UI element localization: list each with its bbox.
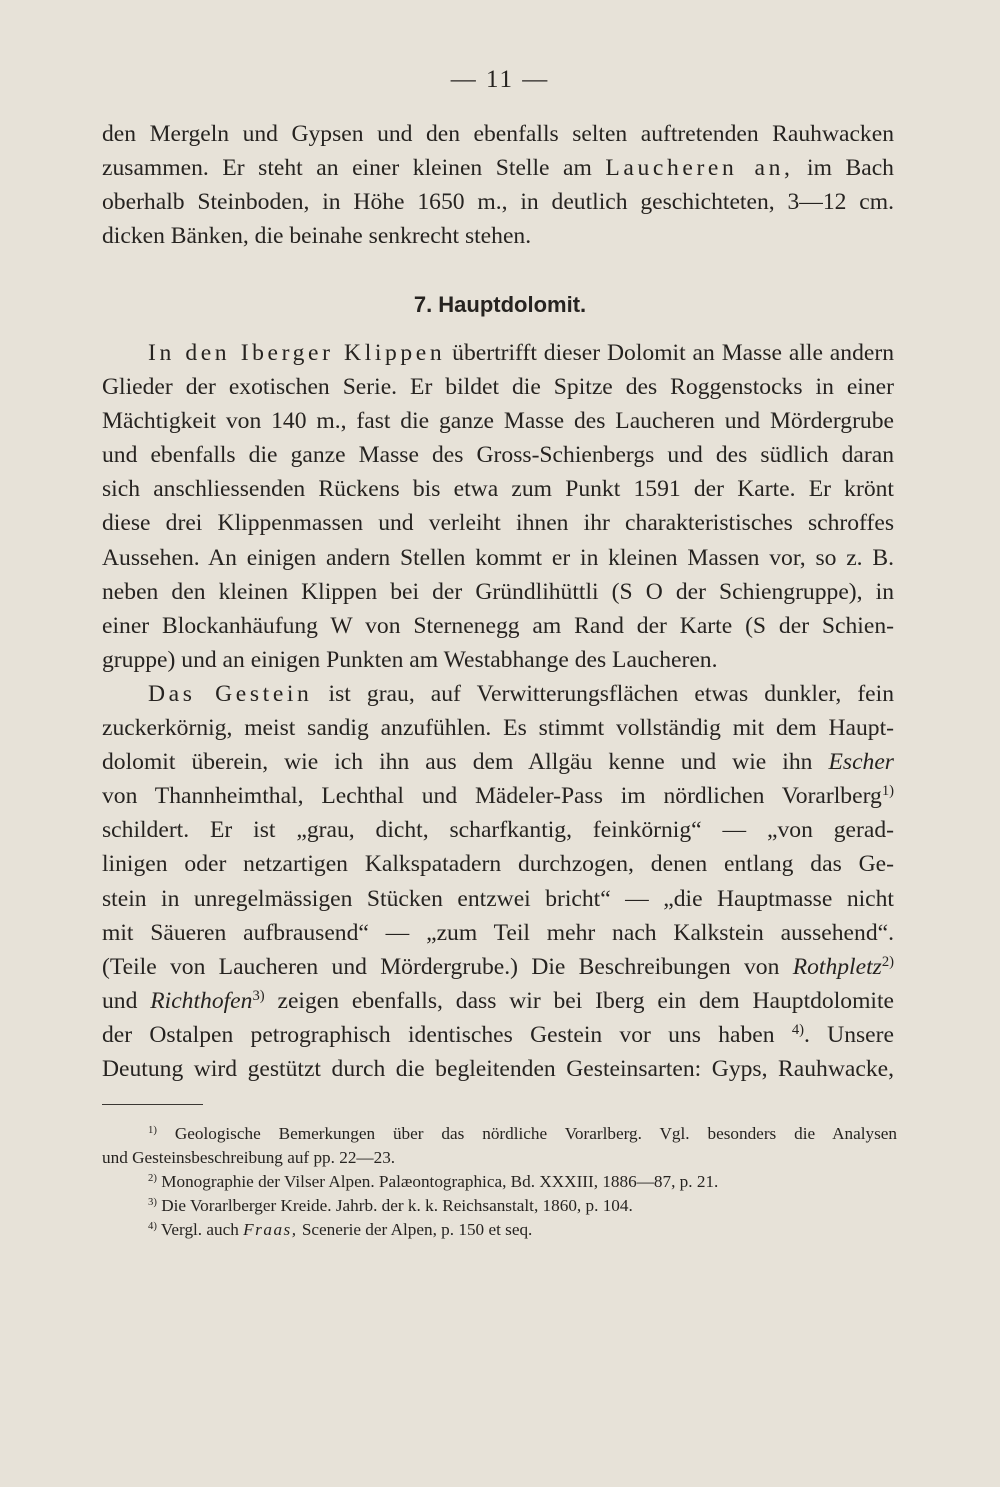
text-line: einer Blockanhäufung W von Sternenegg am Rand der Karte (S der Schien- bbox=[102, 612, 894, 639]
text-line: der Ostalpen petrographisch identisches Gestein vor uns haben $^{4)}$. Unsere bbox=[102, 1021, 894, 1048]
spaced-lead-text: Das Gestein bbox=[148, 681, 313, 707]
text-line: von Thannheimthal, Lechthal und Mädeler-Pass im nördlichen Vorarlberg$^{1)}$ bbox=[102, 783, 894, 810]
text-line: dicken Bänken, die beinahe senkrecht stehen. bbox=[102, 223, 532, 250]
text-line: zusammen. Er steht an einer kleinen Stelle am Laucheren an, im Bach bbox=[102, 155, 894, 182]
text-line: und ebenfalls die ganze Masse des Gross-Schienbergs und des südlich daran bbox=[102, 442, 894, 469]
text-line: Mächtigkeit von 140 m., fast die ganze Masse des Laucheren und Mördergrube bbox=[102, 408, 894, 435]
section-heading: 7. Hauptdolomit. bbox=[413, 292, 587, 317]
footnote-mark: 2) bbox=[148, 1173, 157, 1185]
footnote-mark: 4) bbox=[148, 1221, 157, 1233]
author-name: Rothpletz bbox=[792, 953, 882, 980]
text-line: linigen oder netzartigen Kalkspatadern durchzogen, denen entlang das Ge- bbox=[102, 851, 894, 878]
intro-paragraph bbox=[102, 117, 894, 253]
author-name: Escher bbox=[828, 749, 894, 776]
text-line: neben den kleinen Klippen bei der Gründlihüttli (S O der Schiengruppe), in bbox=[102, 578, 894, 605]
footnote-3: $^{3)}$ Die Vorarlberger Kreide. Jahrb. der k. k. Reichsanstalt, 1860, p. 104. bbox=[148, 1196, 633, 1216]
footnote-1: $^{1)}$ Geologische Bemerkungen über das nördliche Vorarlberg. Vgl. besonders die Analysen bbox=[148, 1124, 897, 1143]
text-line: schildert. Er ist „grau, dicht, scharfkantig, feinkörnig“ — „von gerad- bbox=[102, 817, 894, 844]
text-line: Glieder der exotischen Serie. Er bildet die Spitze des Roggenstocks in einer bbox=[102, 374, 894, 401]
text-line: gruppe) und an einigen Punkten am Westabhange des Laucheren. bbox=[102, 646, 718, 673]
text-line: Das Gestein ist grau, auf Verwitterungsflächen etwas dunkler, fein bbox=[148, 681, 894, 707]
footnote-mark: 3) bbox=[148, 1197, 157, 1209]
spaced-place-name: Laucheren an, bbox=[605, 155, 794, 182]
footnote-ref: 1) bbox=[881, 783, 894, 800]
text-line: den Mergeln und Gypsen und den ebenfalls selten auftretenden Rauhwacken bbox=[102, 121, 894, 147]
paragraph-hauptdolomit-occurrence bbox=[102, 336, 894, 677]
text-line: zuckerkörnig, meist sandig anzufühlen. Es stimmt vollständig mit dem Haupt- bbox=[102, 715, 894, 742]
text-line: Aussehen. An einigen andern Stellen kommt er in kleinen Massen vor, so z. B. bbox=[102, 544, 894, 571]
text-line: mit Säueren aufbrausend“ — „zum Teil mehr nach Kalkstein aussehend“. bbox=[102, 919, 894, 946]
page-number: — 11 — bbox=[450, 66, 550, 93]
text-line: dolomit überein, wie ich ihn aus dem Allgäu kenne und wie ihn Escher bbox=[102, 749, 894, 776]
footnote-mark: 1) bbox=[148, 1125, 157, 1137]
footnote-ref: 4) bbox=[791, 1021, 804, 1038]
footnote-ref: 2) bbox=[881, 953, 894, 970]
author-name: Fraas, bbox=[243, 1220, 298, 1240]
author-name: Richthofen bbox=[150, 987, 253, 1014]
spaced-lead-text: In den Iberger Klippen bbox=[148, 340, 446, 366]
text-line: und Richthofen$^{3)}$ zeigen ebenfalls, dass wir bei Iberg ein dem Hauptdolomite bbox=[102, 987, 894, 1014]
text-line: Deutung wird gestützt durch die begleitenden Gesteinsarten: Gyps, Rauhwacke, bbox=[102, 1056, 894, 1083]
text-line: sich anschliessenden Rückens bis etwa zum Punkt 1591 der Karte. Er krönt bbox=[102, 476, 894, 503]
footnote-2: $^{2)}$ Monographie der Vilser Alpen. Palæontographica, Bd. XXXIII, 1886—87, p. 21. bbox=[148, 1172, 719, 1192]
text-line: diese drei Klippenmassen und verleiht ihnen ihr charakteristisches schroffes bbox=[102, 510, 894, 537]
text-line: stein in unregelmässigen Stücken entzwei bricht“ — „die Hauptmasse nicht bbox=[102, 885, 894, 912]
text-line: In den Iberger Klippen übertrifft dieser Dolomit an Masse alle andern bbox=[148, 340, 894, 366]
footnotes bbox=[102, 1122, 897, 1242]
paragraph-gestein-description bbox=[102, 677, 894, 1086]
footnote-ref: 3) bbox=[252, 987, 265, 1004]
footnote-1-continuation: und Gesteinsbeschreibung auf pp. 22—23. bbox=[102, 1148, 396, 1168]
footnote-divider bbox=[102, 1104, 203, 1105]
text-line: (Teile von Laucheren und Mördergrube.) Die Beschreibungen von Rothpletz$^{2)}$ bbox=[102, 953, 894, 980]
footnote-4: $^{4)}$ Vergl. auch Fraas, Scenerie der Alpen, p. 150 et seq. bbox=[148, 1220, 533, 1240]
text-line: oberhalb Steinboden, in Höhe 1650 m., in deutlich geschichteten, 3—12 cm. bbox=[102, 189, 894, 216]
